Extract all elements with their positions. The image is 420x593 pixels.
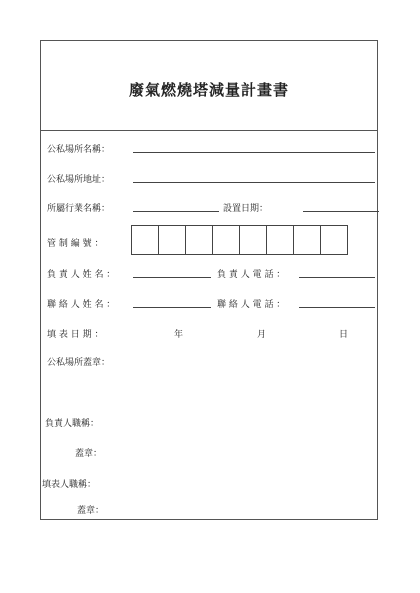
control-number-label: 管 制 編 號 ： — [47, 239, 104, 249]
responsible-phone-label: 負 責 人 電 話 ： — [217, 270, 286, 280]
fill-date-year: 年 — [174, 330, 184, 340]
title-box — [41, 41, 377, 131]
control-number-cell[interactable] — [320, 225, 348, 255]
filler-seal-label: 蓋章： — [77, 506, 105, 516]
control-number-cell[interactable] — [158, 225, 186, 255]
form-title: 廢氣燃燒塔減量計畫書 — [128, 81, 289, 99]
control-number-cell[interactable] — [131, 225, 159, 255]
facility-name-label: 公私場所名稱： — [47, 145, 111, 155]
filler-title-label: 填表人職稱： — [42, 480, 97, 490]
responsible-name-label: 負 責 人 姓 名 ： — [47, 270, 116, 280]
control-number-cell[interactable] — [185, 225, 213, 255]
facility-seal-label: 公私場所蓋章： — [47, 358, 111, 368]
contact-phone-line[interactable] — [299, 307, 375, 308]
fill-date-month: 月 — [257, 330, 267, 340]
control-number-cell[interactable] — [293, 225, 321, 255]
contact-name-line[interactable] — [133, 307, 211, 308]
responsible-phone-line[interactable] — [299, 277, 375, 278]
setup-date-line[interactable] — [303, 211, 379, 212]
form-frame — [40, 40, 378, 520]
responsible-name-line[interactable] — [133, 277, 211, 278]
control-number-cell[interactable] — [239, 225, 267, 255]
control-number-cell[interactable] — [212, 225, 240, 255]
industry-name-line[interactable] — [133, 211, 219, 212]
facility-address-label: 公私場所地址： — [47, 175, 111, 185]
facility-name-line[interactable] — [133, 152, 375, 153]
setup-date-label: 設置日期： — [223, 204, 269, 214]
control-number-cell[interactable] — [266, 225, 294, 255]
contact-name-label: 聯 絡 人 姓 名 ： — [47, 300, 116, 310]
control-number-cells — [131, 225, 348, 255]
facility-address-line[interactable] — [133, 182, 375, 183]
contact-phone-label: 聯 絡 人 電 話 ： — [217, 300, 286, 310]
fill-date-label: 填 表 日 期 ： — [47, 330, 104, 340]
fill-date-day: 日 — [339, 330, 349, 340]
responsible-seal-label: 蓋章： — [75, 449, 103, 459]
responsible-title-label: 負責人職稱： — [45, 419, 100, 429]
industry-name-label: 所屬行業名稱： — [47, 204, 111, 214]
